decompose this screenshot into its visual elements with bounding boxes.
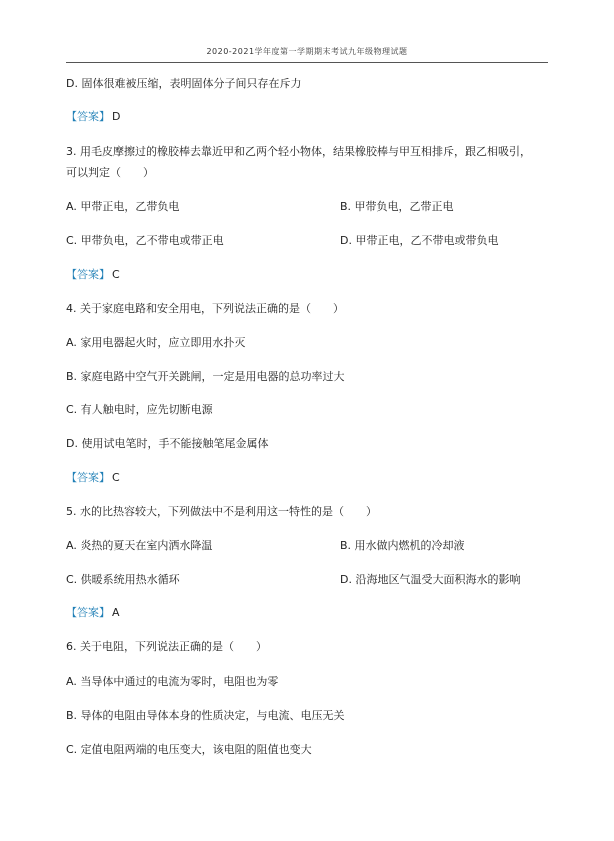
answer-q3 <box>66 268 120 282</box>
answer-q5 <box>66 606 120 620</box>
q5-stem: 5. 水的比热容较大，下列做法中不是利用这一特性的是（ ） <box>66 505 377 518</box>
q4-option-a: A. 家用电器起火时，应立即用水扑灭 <box>66 336 246 349</box>
answer-prev <box>66 110 120 124</box>
page-header: 2020-2021学年度第一学期期末考试九年级物理试题 <box>206 47 408 56</box>
q6-option-b: B. 导体的电阻由导体本身的性质决定，与电流、电压无关 <box>66 709 345 722</box>
answer-value: C <box>112 471 120 484</box>
q5-option-c: C. 供暖系统用热水循环 <box>66 573 180 586</box>
q3-option-d: D. 甲带正电，乙不带电或带负电 <box>340 234 499 247</box>
q3-option-b: B. 甲带负电，乙带正电 <box>340 200 454 213</box>
q6-option-a: A. 当导体中通过的电流为零时，电阻也为零 <box>66 675 279 688</box>
header-rule <box>66 62 548 63</box>
q6-option-c: C. 定值电阻两端的电压变大，该电阻的阻值也变大 <box>66 743 312 756</box>
q5-option-b: B. 用水做内燃机的冷却液 <box>340 539 465 552</box>
q4-option-b: B. 家庭电路中空气开关跳闸，一定是用电器的总功率过大 <box>66 370 345 383</box>
q3-option-c: C. 甲带负电，乙不带电或带正电 <box>66 234 224 247</box>
answer-value: C <box>112 268 120 281</box>
q5-option-d: D. 沿海地区气温受大面积海水的影响 <box>340 573 521 586</box>
prev-option-d: D. 固体很难被压缩，表明固体分子间只存在斥力 <box>66 77 302 90</box>
q6-stem: 6. 关于电阻，下列说法正确的是（ ） <box>66 640 267 653</box>
answer-tag: 【答案】 <box>66 268 110 281</box>
q3-option-a: A. 甲带正电，乙带负电 <box>66 200 180 213</box>
q4-option-d: D. 使用试电笔时，手不能接触笔尾金属体 <box>66 437 269 450</box>
q5-option-a: A. 炎热的夏天在室内洒水降温 <box>66 539 213 552</box>
answer-q4 <box>66 471 120 485</box>
answer-value: A <box>112 606 120 619</box>
q3-stem-line1: 3. 用毛皮摩擦过的橡胶棒去靠近甲和乙两个轻小物体，结果橡胶棒与甲互相排斥，跟乙相吸引， <box>66 145 531 158</box>
q4-option-c: C. 有人触电时，应先切断电源 <box>66 403 213 416</box>
answer-tag: 【答案】 <box>66 471 110 484</box>
q4-stem: 4. 关于家庭电路和安全用电，下列说法正确的是（ ） <box>66 302 344 315</box>
answer-tag: 【答案】 <box>66 110 110 123</box>
answer-tag: 【答案】 <box>66 606 110 619</box>
answer-value: D <box>112 110 121 123</box>
q3-stem-line2: 可以判定（ ） <box>66 166 154 179</box>
